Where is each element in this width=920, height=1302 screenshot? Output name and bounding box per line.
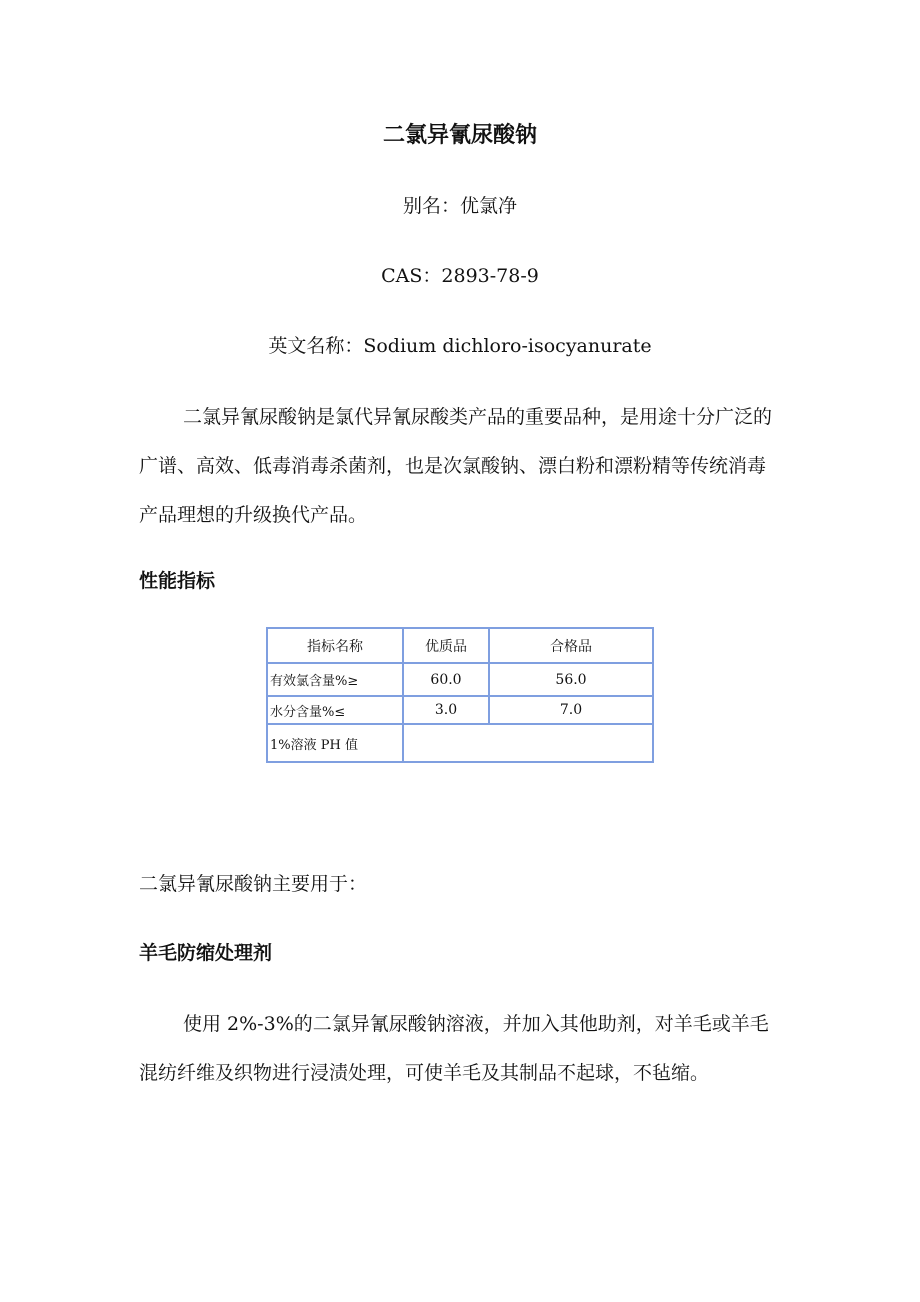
alias-line: 别名：优氯净: [402, 195, 517, 217]
row-premium-cell: 3.0: [403, 696, 489, 724]
header-premium-grade: 优质品: [403, 628, 489, 663]
english-name-line: 英文名称：Sodium dichloro-isocyanurate: [268, 335, 652, 357]
header-qualified-grade: 合格品: [489, 628, 653, 663]
row-name-cell: 水分含量%≤: [267, 696, 403, 724]
intro-paragraph: 二氯异氰尿酸钠是氯代异氰尿酸类产品的重要品种，是用途十分广泛的广谱、高效、低毒消毒杀菌剂，也是次氯酸钠、漂白粉和漂粉精等传统消毒产品理想的升级换代产品。: [139, 406, 773, 526]
table-row: [267, 724, 653, 762]
row-qualified-cell: 56.0: [489, 663, 653, 696]
table-row: [267, 696, 653, 724]
usage-intro: 二氯异氰尿酸钠主要用于：: [139, 873, 368, 895]
table-header-row: [267, 628, 653, 663]
row-premium-cell: 60.0: [403, 663, 489, 696]
specification-table: [266, 627, 654, 763]
header-indicator-name: 指标名称: [267, 628, 403, 663]
row-name-cell: 有效氯含量%≥: [267, 663, 403, 696]
performance-heading: 性能指标: [139, 570, 216, 592]
row-name-cell: 1%溶液 PH 值: [267, 724, 403, 762]
wool-heading: 羊毛防缩处理剂: [139, 942, 273, 964]
row-qualified-cell: 7.0: [489, 696, 653, 724]
cas-number-line: CAS：2893-78-9: [381, 265, 539, 287]
wool-paragraph: 使用 2%-3%的二氯异氰尿酸钠溶液，并加入其他助剂，对羊毛或羊毛混纺纤维及织物进行浸渍处理，可使羊毛及其制品不起球，不毡缩。: [139, 1013, 769, 1084]
document-title: 二氯异氰尿酸钠: [382, 123, 537, 148]
row-value-cell: [403, 724, 653, 762]
table-row: [267, 663, 653, 696]
